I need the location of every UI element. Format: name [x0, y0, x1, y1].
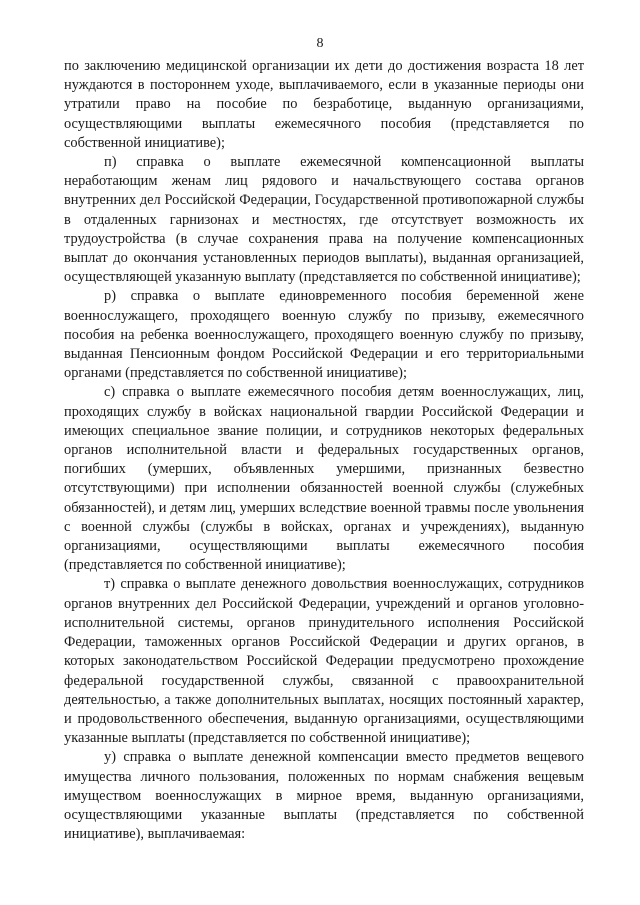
paragraph-item-u: у) справка о выплате денежной компенсации вместо предметов вещевого имущества личного пользования, положенных по нормам снабжения вещевым имуществом военнослужащих в мирное время, выданную организациями, осуществляющими указанные выплаты (представляется по собственной инициативе), выплачиваемая: [64, 749, 584, 843]
paragraph-item-p: п) справка о выплате ежемесячной компенсационной выплаты неработающим женам лиц рядового и начальствующего состава органов внутренних дел Российской Федерации, Государственной противопожарной службы в отдаленных гарнизонах и местностях, где отсутствует возможность их трудоустройства (в случае сохранения права на получение компенсационных выплат до окончания установленных периодов выплаты), выданная организацией, осуществляющей указанную выплату (представляется по собственной инициативе); [64, 154, 584, 286]
paragraph-item-t: т) справка о выплате денежного довольствия военнослужащих, сотрудников органов внутренних дел Российской Федерации, учреждений и органов уголовно-исполнительной системы, органов принудительного исполнения Российской Федерации, таможенных органов Российской Федерации и других органов, в которых законодательством Российской Федерации предусмотрено прохождение федеральной государственной службы, связанной с правоохранительной деятельностью, а также дополнительных выплатах, носящих постоянный характер, и продовольственного обеспечения, выданную организациями, осуществляющими указанные выплаты (представляется по собственной инициативе); [64, 576, 584, 747]
page-number: 8 [316, 36, 324, 51]
paragraph-item-r: р) справка о выплате единовременного пособия беременной жене военнослужащего, проходящего военную службу по призыву, ежемесячного пособия на ребенка военнослужащего, проходящего военную службу по призыву, выданная Пенсионным фондом Российской Федерации и его территориальными органами (представляется по собственной инициативе); [64, 288, 584, 382]
document-body [64, 57, 584, 844]
paragraph-continuation: по заключению медицинской организации их дети до достижения возраста 18 лет нуждаются в постороннем уходе, выплачиваемого, если в указанные периоды они утратили право на пособие по безработице, выданную организациями, осуществляющими выплаты ежемесячного пособия (представляется по собственной инициативе); [64, 58, 584, 151]
paragraph-item-s: с) справка о выплате ежемесячного пособия детям военнослужащих, лиц, проходящих службу в войсках национальной гвардии Российской Федерации и имеющих специальное звание полиции, и сотрудников некоторых федеральных органов исполнительной власти и федеральных государственных органов, погибших (умерших, объявленных умершими, признанных безвестно отсутствующими) при исполнении обязанностей военной службы (служебных обязанностей), и детям лиц, умерших вследствие военной травмы после увольнения с военной службы (службы в войсках, органах и учреждениях), выданную организациями, осуществляющими выплаты ежемесячного пособия (представляется по собственной инициативе); [64, 384, 584, 574]
